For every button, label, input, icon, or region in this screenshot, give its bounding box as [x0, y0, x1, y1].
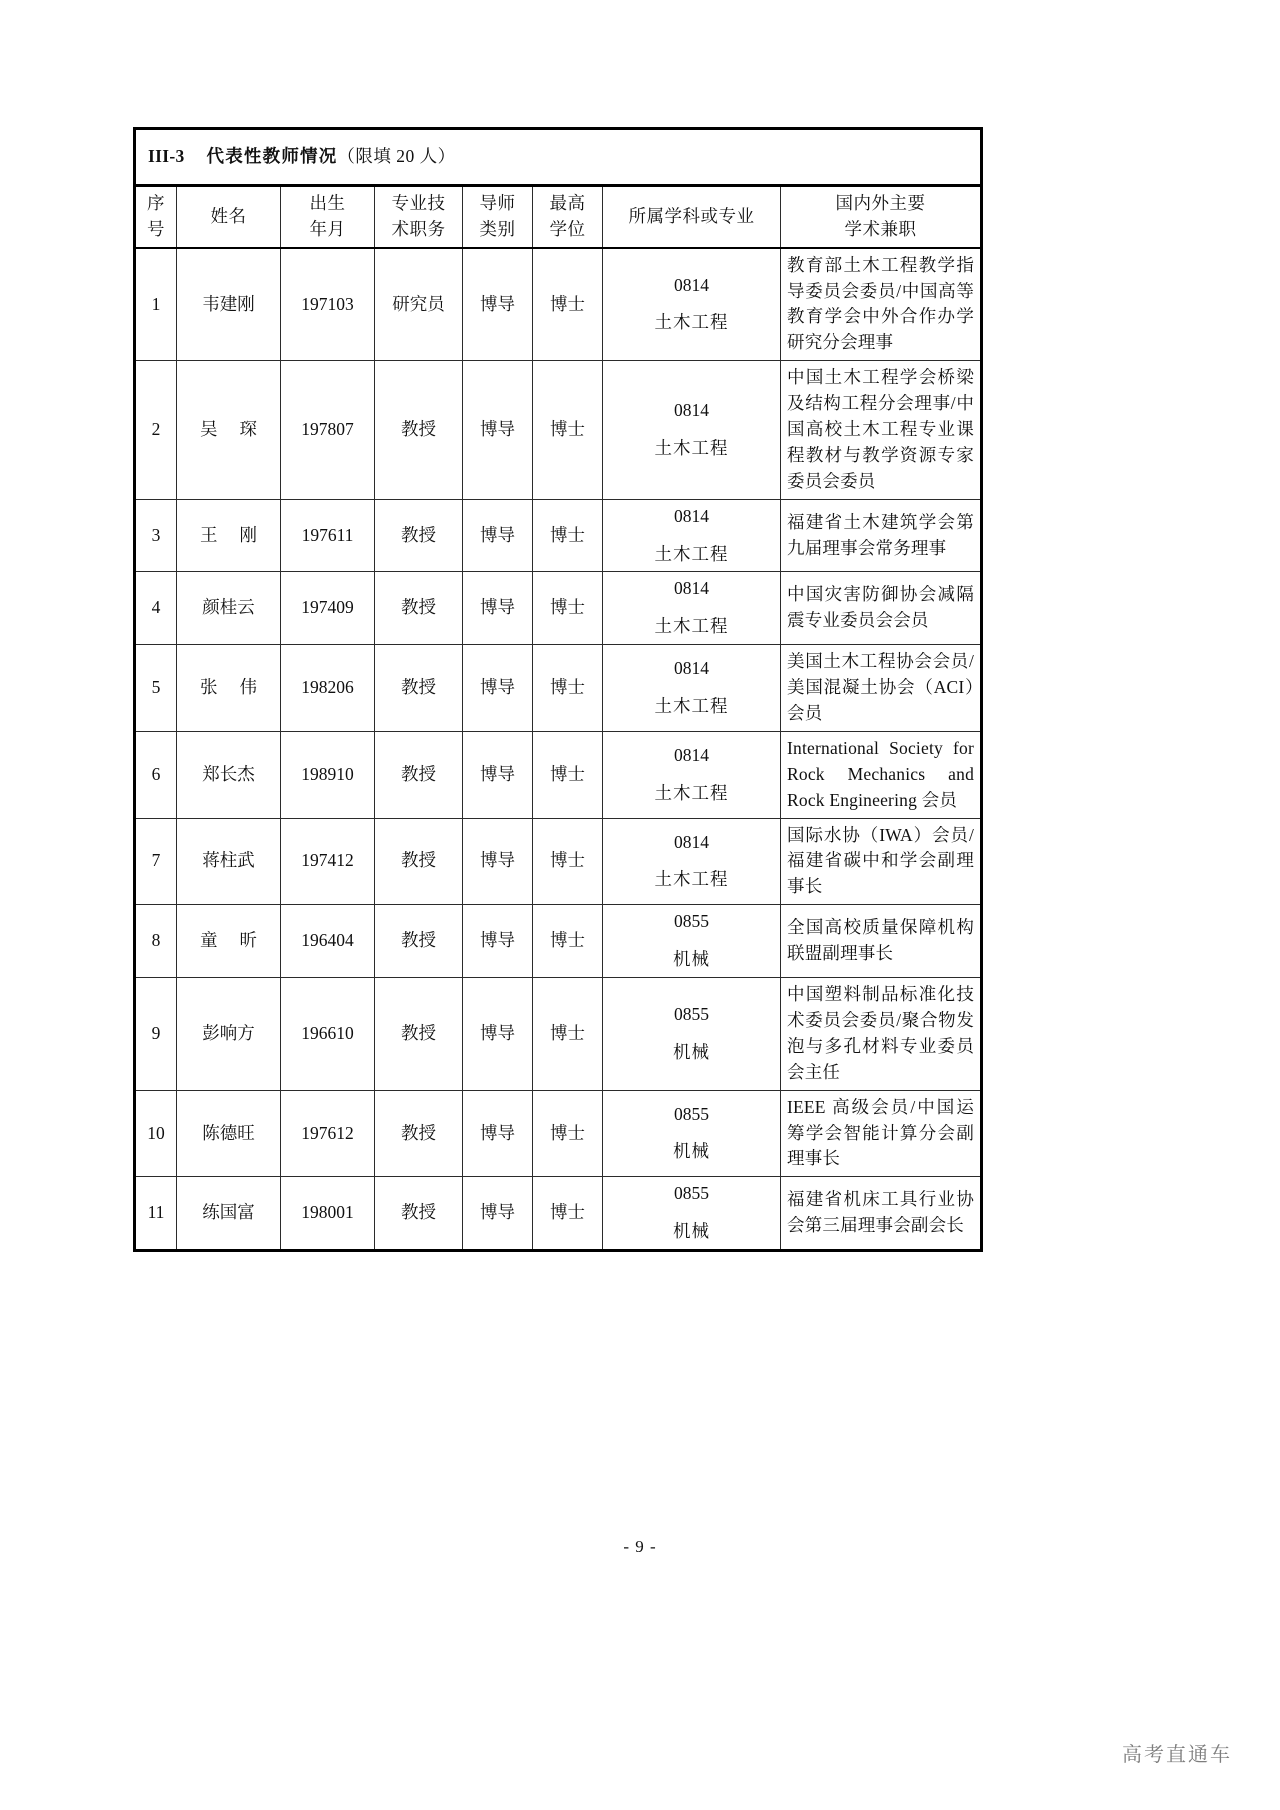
cell-discipline	[603, 818, 781, 905]
cell-academic-posts: 教育部土木工程教学指导委员会委员/中国高等教育学会中外合作办学研究分会理事	[781, 248, 982, 361]
column-header-no	[135, 185, 177, 247]
header-line-1: 出生	[309, 192, 346, 213]
header-line-1: 最高	[549, 192, 586, 213]
cell-birth-date: 197412	[281, 818, 375, 905]
table-row	[135, 1177, 982, 1251]
cell-birth-date: 198001	[281, 1177, 375, 1251]
cell-serial-number: 11	[135, 1177, 177, 1251]
header-line-2: 学位	[549, 218, 586, 239]
cell-teacher-name	[177, 645, 281, 732]
cell-serial-number: 3	[135, 499, 177, 572]
cell-professional-title: 教授	[375, 731, 463, 818]
table-row	[135, 499, 982, 572]
column-header-discipline	[603, 185, 781, 247]
cell-advisor-type: 博导	[463, 978, 533, 1091]
discipline-code: 0855	[674, 1103, 709, 1124]
cell-discipline	[603, 361, 781, 499]
teacher-table-container	[133, 127, 980, 1252]
cell-birth-date: 198206	[281, 645, 375, 732]
column-header-academic-posts	[781, 185, 982, 247]
cell-highest-degree: 博士	[533, 731, 603, 818]
discipline-name: 土木工程	[654, 782, 729, 803]
discipline-name: 土木工程	[654, 312, 729, 333]
teacher-name-text: 童 昕	[200, 930, 257, 951]
cell-serial-number: 10	[135, 1090, 177, 1177]
header-line-1: 姓名	[210, 205, 247, 226]
cell-serial-number: 9	[135, 978, 177, 1091]
cell-advisor-type: 博导	[463, 645, 533, 732]
cell-professional-title: 教授	[375, 978, 463, 1091]
cell-teacher-name	[177, 499, 281, 572]
cell-highest-degree: 博士	[533, 499, 603, 572]
representative-teachers-table	[133, 127, 983, 1252]
table-row	[135, 572, 982, 645]
cell-birth-date: 197103	[281, 248, 375, 361]
column-header-birth	[281, 185, 375, 247]
discipline-name: 机械	[673, 1141, 710, 1162]
header-line-2: 年月	[309, 218, 346, 239]
discipline-code: 0814	[674, 505, 709, 526]
discipline-code: 0855	[674, 1003, 709, 1024]
cell-professional-title: 教授	[375, 499, 463, 572]
table-row	[135, 905, 982, 978]
section-note: （限填 20 人）	[337, 146, 456, 166]
cell-professional-title: 教授	[375, 361, 463, 499]
table-row	[135, 978, 982, 1091]
discipline-code: 0814	[674, 578, 709, 599]
header-line-2: 术职务	[391, 218, 446, 239]
header-line-1: 序	[147, 192, 165, 213]
discipline-name: 土木工程	[654, 696, 729, 717]
cell-highest-degree: 博士	[533, 248, 603, 361]
teacher-name-text: 张 伟	[200, 677, 257, 698]
watermark-label: 高考直通车	[1122, 1742, 1232, 1766]
section-title-cell	[135, 129, 982, 186]
discipline-name: 机械	[673, 1041, 710, 1062]
table-title-row	[135, 129, 982, 186]
cell-teacher-name	[177, 905, 281, 978]
cell-academic-posts: 中国塑料制品标准化技术委员会委员/聚合物发泡与多孔材料专业委员会主任	[781, 978, 982, 1091]
cell-advisor-type: 博导	[463, 248, 533, 361]
cell-advisor-type: 博导	[463, 1177, 533, 1251]
cell-discipline	[603, 731, 781, 818]
cell-academic-posts: 美国土木工程协会会员/美国混凝土协会（ACI）会员	[781, 645, 982, 732]
cell-serial-number: 4	[135, 572, 177, 645]
discipline-code: 0814	[674, 658, 709, 679]
header-line-1: 专业技	[391, 192, 446, 213]
cell-professional-title: 教授	[375, 1177, 463, 1251]
cell-professional-title: 教授	[375, 905, 463, 978]
cell-discipline	[603, 499, 781, 572]
table-row	[135, 818, 982, 905]
cell-professional-title: 研究员	[375, 248, 463, 361]
cell-advisor-type: 博导	[463, 1090, 533, 1177]
header-line-1: 国内外主要	[835, 192, 926, 213]
discipline-code: 0814	[674, 831, 709, 852]
discipline-name: 土木工程	[654, 437, 729, 458]
cell-advisor-type: 博导	[463, 499, 533, 572]
cell-highest-degree: 博士	[533, 818, 603, 905]
cell-birth-date: 196404	[281, 905, 375, 978]
cell-academic-posts: 福建省机床工具行业协会第三届理事会副会长	[781, 1177, 982, 1251]
cell-academic-posts: International Society for Rock Mechanics and Rock Engineering 会员	[781, 731, 982, 818]
table-row	[135, 248, 982, 361]
discipline-name: 土木工程	[654, 616, 729, 637]
cell-highest-degree: 博士	[533, 572, 603, 645]
cell-teacher-name: 韦建刚	[177, 248, 281, 361]
cell-academic-posts: 中国灾害防御协会减隔震专业委员会会员	[781, 572, 982, 645]
cell-advisor-type: 博导	[463, 731, 533, 818]
table-row	[135, 645, 982, 732]
table-header-row	[135, 185, 982, 247]
cell-birth-date: 198910	[281, 731, 375, 818]
cell-teacher-name: 彭响方	[177, 978, 281, 1091]
teacher-name-text: 王 刚	[200, 524, 257, 545]
cell-discipline	[603, 905, 781, 978]
discipline-name: 土木工程	[654, 869, 729, 890]
cell-professional-title: 教授	[375, 645, 463, 732]
column-header-professional-title	[375, 185, 463, 247]
cell-birth-date: 197611	[281, 499, 375, 572]
cell-birth-date: 196610	[281, 978, 375, 1091]
cell-serial-number: 6	[135, 731, 177, 818]
table-row	[135, 1090, 982, 1177]
cell-highest-degree: 博士	[533, 361, 603, 499]
cell-teacher-name: 郑长杰	[177, 731, 281, 818]
teacher-name-text: 吴 琛	[200, 419, 257, 440]
header-line-2: 学术兼职	[844, 218, 917, 239]
cell-discipline	[603, 645, 781, 732]
cell-highest-degree: 博士	[533, 978, 603, 1091]
discipline-code: 0814	[674, 274, 709, 295]
cell-teacher-name: 蒋柱武	[177, 818, 281, 905]
discipline-name: 土木工程	[654, 543, 729, 564]
cell-professional-title: 教授	[375, 1090, 463, 1177]
page-title: 代表性教师情况	[206, 146, 338, 166]
cell-discipline	[603, 1090, 781, 1177]
discipline-name: 机械	[673, 1221, 710, 1242]
header-line-2: 类别	[479, 218, 516, 239]
cell-serial-number: 8	[135, 905, 177, 978]
cell-birth-date: 197612	[281, 1090, 375, 1177]
cell-serial-number: 2	[135, 361, 177, 499]
cell-teacher-name: 练国富	[177, 1177, 281, 1251]
cell-serial-number: 5	[135, 645, 177, 732]
cell-advisor-type: 博导	[463, 361, 533, 499]
discipline-code: 0855	[674, 1183, 709, 1204]
cell-academic-posts: 中国土木工程学会桥梁及结构工程分会理事/中国高校土木工程专业课程教材与教学资源专家委员会委员	[781, 361, 982, 499]
cell-professional-title: 教授	[375, 818, 463, 905]
section-label: III-3	[148, 146, 185, 166]
cell-highest-degree: 博士	[533, 645, 603, 732]
column-header-degree	[533, 185, 603, 247]
cell-discipline	[603, 1177, 781, 1251]
cell-academic-posts: 全国高校质量保障机构联盟副理事长	[781, 905, 982, 978]
discipline-code: 0814	[674, 400, 709, 421]
header-line-2: 号	[147, 218, 165, 239]
discipline-name: 机械	[673, 949, 710, 970]
table-row	[135, 361, 982, 499]
cell-advisor-type: 博导	[463, 818, 533, 905]
header-line-1: 所属学科或专业	[628, 205, 755, 226]
cell-academic-posts: 福建省土木建筑学会第九届理事会常务理事	[781, 499, 982, 572]
cell-serial-number: 7	[135, 818, 177, 905]
cell-highest-degree: 博士	[533, 905, 603, 978]
cell-teacher-name: 陈德旺	[177, 1090, 281, 1177]
discipline-code: 0814	[674, 744, 709, 765]
column-header-advisor-type	[463, 185, 533, 247]
page-number: - 9 -	[623, 1537, 657, 1556]
cell-teacher-name: 颜桂云	[177, 572, 281, 645]
header-line-1: 导师	[479, 192, 516, 213]
cell-advisor-type: 博导	[463, 905, 533, 978]
cell-teacher-name	[177, 361, 281, 499]
cell-academic-posts: IEEE 高级会员/中国运筹学会智能计算分会副理事长	[781, 1090, 982, 1177]
cell-highest-degree: 博士	[533, 1177, 603, 1251]
cell-discipline	[603, 978, 781, 1091]
discipline-code: 0855	[674, 911, 709, 932]
cell-birth-date: 197409	[281, 572, 375, 645]
cell-professional-title: 教授	[375, 572, 463, 645]
cell-birth-date: 197807	[281, 361, 375, 499]
column-header-name	[177, 185, 281, 247]
cell-advisor-type: 博导	[463, 572, 533, 645]
cell-highest-degree: 博士	[533, 1090, 603, 1177]
cell-discipline	[603, 248, 781, 361]
table-row	[135, 731, 982, 818]
cell-serial-number: 1	[135, 248, 177, 361]
cell-academic-posts: 国际水协（IWA）会员/福建省碳中和学会副理事长	[781, 818, 982, 905]
cell-discipline	[603, 572, 781, 645]
